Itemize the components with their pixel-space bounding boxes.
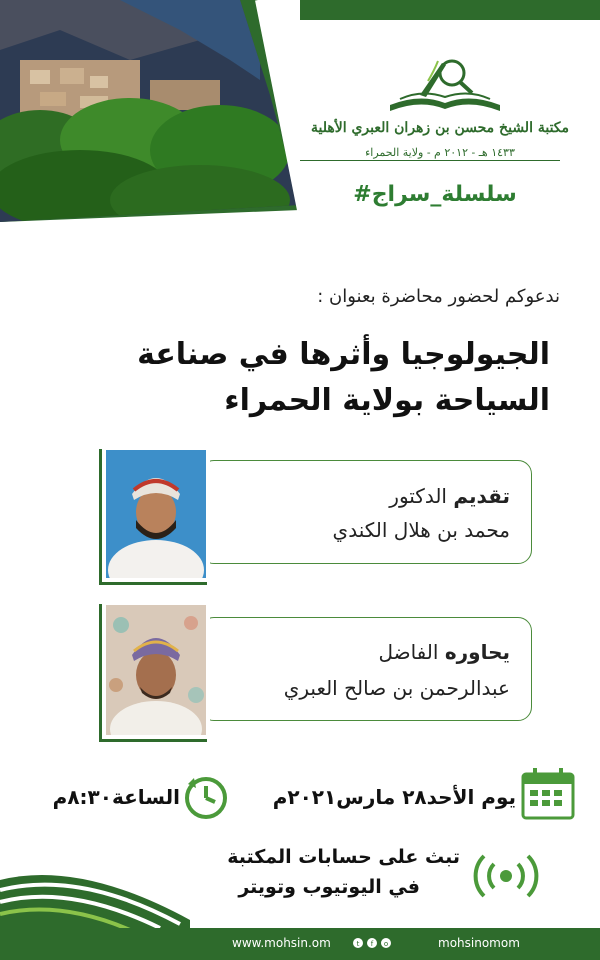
library-name: مكتبة الشيخ محسن بن زهران العبري الأهلية	[310, 120, 570, 136]
interviewer-role-label: يحاوره	[444, 640, 510, 664]
calendar-icon	[520, 766, 576, 822]
interviewer-title: الفاضل	[378, 640, 445, 664]
presenter-role	[220, 484, 510, 508]
presenter-role-label: تقديم	[453, 484, 510, 508]
interviewer-role	[220, 640, 510, 664]
lecture-title-line-2: السياحة بولاية الحمراء	[224, 383, 550, 418]
social-handle[interactable]: mohsinomom	[438, 936, 520, 950]
svg-text:f: f	[370, 940, 374, 948]
interviewer-photo	[102, 601, 210, 739]
svg-text:t: t	[356, 940, 360, 948]
interviewer-card	[200, 617, 532, 721]
library-logo-icon	[380, 55, 510, 117]
lecture-title	[30, 332, 550, 424]
presenter-card	[200, 460, 532, 564]
svg-text:o: o	[383, 940, 389, 948]
clock-icon	[182, 774, 230, 822]
village-landscape-image	[0, 0, 300, 222]
top-green-band	[300, 0, 600, 20]
presenter-name: محمد بن هلال الكندي	[332, 518, 510, 542]
presenter-title: الدكتور	[389, 484, 454, 508]
divider	[300, 160, 560, 161]
invite-text: ندعوكم لحضور محاضرة بعنوان :	[317, 286, 560, 307]
broadcast-icon	[468, 846, 544, 906]
broadcast-line-2: في اليوتيوب وتويتر	[238, 876, 420, 898]
event-time: الساعة٨:٣٠م	[52, 785, 180, 809]
lecture-title-line-1: الجيولوجيا وأثرها في صناعة	[137, 337, 550, 372]
social-icons	[352, 935, 396, 949]
series-hashtag: #سلسلة_سراج	[353, 182, 517, 207]
book-pages-decoration	[0, 850, 190, 930]
presenter-photo	[102, 446, 210, 582]
library-founding-line: ١٤٣٣ هـ - ٢٠١٢ م - ولاية الحمراء	[365, 146, 515, 159]
website-link[interactable]: www.mohsin.om	[232, 936, 331, 950]
broadcast-line-1: تبث على حسابات المكتبة	[227, 846, 460, 868]
interviewer-name: عبدالرحمن بن صالح العبري	[283, 676, 510, 700]
event-date: يوم الأحد٢٨ مارس٢٠٢١م	[272, 785, 516, 809]
